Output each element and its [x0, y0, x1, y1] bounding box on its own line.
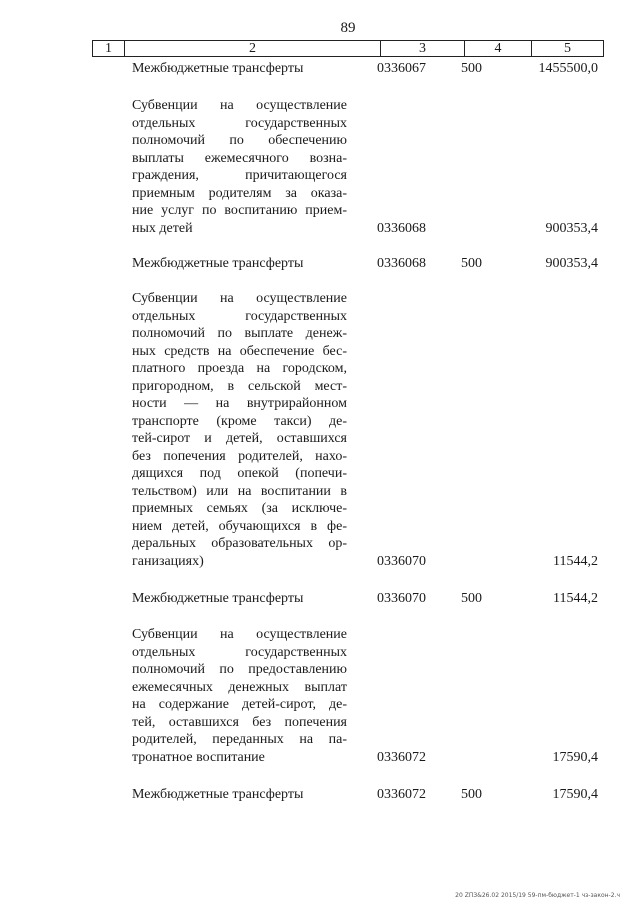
- row-name-line: деральных образовательных ор-: [132, 536, 347, 551]
- row-name-line: нием детей, обучающихся в фе-: [132, 518, 347, 534]
- row-name-line: выплаты ежемесячного возна-: [132, 150, 347, 166]
- row-name-line: Субвенции на осуществление: [132, 627, 347, 642]
- row-name-line: дящихся под опекой (попечи-: [132, 466, 347, 481]
- row-expense-type: 500: [461, 591, 482, 606]
- row-amount: 17590,4: [552, 749, 598, 765]
- row-name-line: тельством) или на воспитании в: [132, 483, 347, 499]
- row-name-line: транспорте (кроме такси) де-: [132, 413, 347, 429]
- column-header-2: 2: [125, 41, 381, 56]
- row-name-line: тей-сирот и детей, оставшихся: [132, 431, 347, 446]
- row-name: [132, 290, 347, 570]
- row-expense-type: 500: [461, 787, 482, 802]
- footer-file-stamp: 20 ZПЗ&26.02 2015/19 59-пм-бюджет-1 чз-закон-2.ч: [455, 892, 620, 899]
- column-header-5: 5: [564, 41, 571, 56]
- row-name: [132, 97, 347, 237]
- row-name: [132, 255, 347, 273]
- row-name: [132, 786, 347, 804]
- row-code: 0336070: [377, 591, 426, 606]
- row-name-line: тронатное воспитание: [132, 749, 265, 765]
- row-amount: 900353,4: [545, 256, 598, 271]
- row-name: [132, 626, 347, 766]
- column-header-4: 4: [465, 41, 532, 56]
- row-name-line: полномочий по предоставлению: [132, 662, 347, 677]
- row-amount: 900353,4: [545, 220, 598, 236]
- row-name-line: граждения, причитающегося: [132, 168, 347, 183]
- column-header-row: [92, 40, 604, 57]
- row-name-line: полномочий по выплате денеж-: [132, 326, 347, 341]
- row-name: [132, 590, 347, 608]
- column-header-3: 3: [381, 41, 465, 56]
- row-code: 0336070: [377, 553, 426, 569]
- row-name-line: ганизациях): [132, 553, 204, 569]
- row-name-line: платного проезда на городском,: [132, 361, 347, 376]
- row-code: 0336068: [377, 256, 426, 271]
- row-name-line: ежемесячных денежных выплат: [132, 679, 347, 695]
- row-name: [132, 60, 347, 78]
- row-expense-type: 500: [461, 61, 482, 76]
- row-code: 0336072: [377, 749, 426, 765]
- row-amount: 11544,2: [553, 553, 598, 569]
- row-name-line: ных средств на обеспечение бес-: [132, 343, 347, 359]
- row-name-line: приемных семьях (за исключе-: [132, 501, 347, 516]
- row-expense-type: 500: [461, 256, 482, 271]
- row-name-line: без попечения родителей, нахо-: [132, 448, 347, 464]
- row-name-line: ности — на внутрирайонном: [132, 396, 347, 411]
- row-name-line: Межбюджетные трансферты: [132, 256, 304, 271]
- column-header-1: 1: [93, 41, 125, 56]
- row-amount: 17590,4: [552, 787, 598, 802]
- row-code: 0336067: [377, 61, 426, 76]
- row-code: 0336072: [377, 787, 426, 802]
- row-name-line: приемным родителям за оказа-: [132, 185, 347, 201]
- row-name-line: Межбюджетные трансферты: [132, 591, 304, 606]
- row-name-line: пригородном, в сельской мест-: [132, 378, 347, 394]
- row-code: 0336068: [377, 220, 426, 236]
- row-name-line: Межбюджетные трансферты: [132, 787, 304, 802]
- row-name-line: отдельных государственных: [132, 115, 347, 131]
- row-name-line: отдельных государственных: [132, 308, 347, 324]
- row-name-line: отдельных государственных: [132, 644, 347, 660]
- row-name-line: Субвенции на осуществление: [132, 291, 347, 306]
- row-name-line: Субвенции на осуществление: [132, 98, 347, 113]
- row-name-line: Межбюджетные трансферты: [132, 61, 304, 76]
- row-name-line: родителей, переданных на па-: [132, 732, 347, 747]
- row-name-line: ных детей: [132, 220, 193, 236]
- page-number: 89: [340, 20, 356, 36]
- row-name-line: тей, оставшихся без попечения: [132, 714, 347, 730]
- row-name-line: ние услуг по воспитанию прием-: [132, 203, 347, 218]
- row-name-line: на содержание детей-сирот, де-: [132, 697, 347, 712]
- row-amount: 11544,2: [553, 591, 598, 606]
- row-amount: 1455500,0: [538, 61, 598, 76]
- row-name-line: полномочий по обеспечению: [132, 133, 347, 148]
